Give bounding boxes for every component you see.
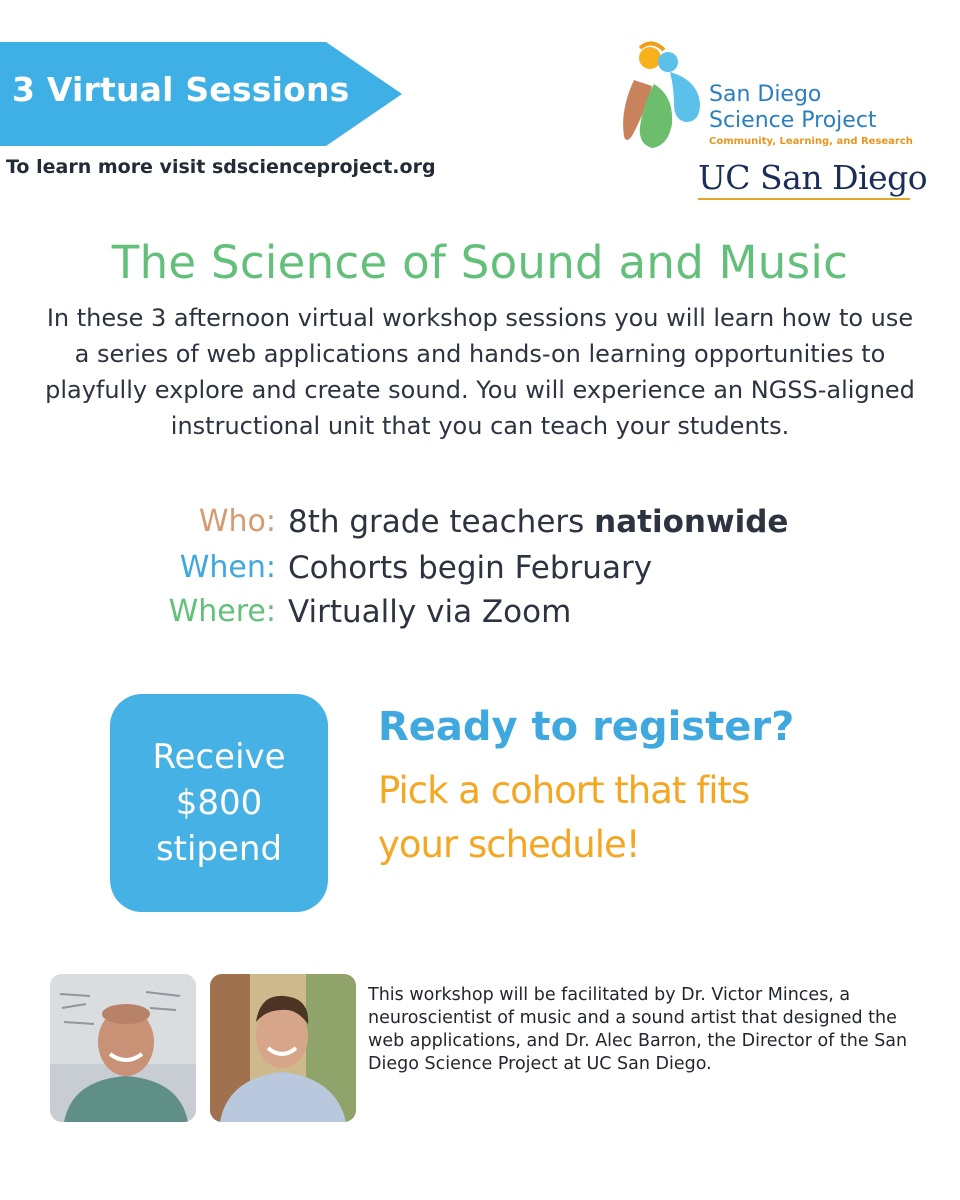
- learn-more-text: To learn more visit sdscienceproject.org: [6, 156, 436, 178]
- when-value: Cohorts begin February: [288, 550, 653, 586]
- logo-name-line1: San Diego: [709, 82, 822, 107]
- who-value: [288, 504, 788, 540]
- ucsd-wordmark: UC San Diego: [698, 158, 910, 200]
- page-title: The Science of Sound and Music: [111, 236, 849, 289]
- when-row: [0, 550, 960, 594]
- sdsp-logo: [612, 40, 928, 210]
- ready-heading: Ready to register?: [378, 704, 795, 750]
- description: In these 3 afternoon virtual workshop sessions you will learn how to use a series of web applications and hands-on learning opportunities to playfully explore and create sound. You will experience an NGSS-aligned instructional unit that you can teach your students.: [45, 304, 915, 440]
- stipend-line3: stipend: [155, 829, 283, 869]
- logo-name: [709, 82, 877, 134]
- who-row: [0, 504, 960, 548]
- pick-line1: Pick a cohort that fits: [378, 769, 750, 812]
- sdsp-logo-icon: [612, 40, 712, 155]
- when-label: When:: [179, 550, 276, 585]
- stipend-text: [152, 734, 285, 872]
- logo-tagline: Community, Learning, and Research: [709, 136, 913, 147]
- where-label: Where:: [168, 594, 276, 629]
- logo-name-line2: Science Project: [709, 108, 877, 133]
- stipend-line1: Receive: [152, 737, 286, 777]
- where-row: [0, 594, 960, 638]
- pick-line2: your schedule!: [378, 823, 640, 866]
- sessions-banner-label: 3 Virtual Sessions: [12, 70, 350, 109]
- stipend-card: [110, 694, 328, 912]
- who-value-text: 8th grade teachers: [288, 504, 585, 540]
- facilitator-photo-barron: [210, 974, 356, 1122]
- who-value-bold: nationwide: [594, 504, 789, 540]
- pick-cohort-text: [378, 764, 818, 872]
- facilitator-photo-minces: [50, 974, 196, 1122]
- who-label: Who:: [198, 504, 276, 539]
- facilitator-bio: This workshop will be facilitated by Dr. Victor Minces, a neuroscientist of music and a sound artist that designed the web applications, and Dr. Alec Barron, the Director of the San Diego Science Project at UC San Diego.: [368, 985, 908, 1074]
- stipend-line2: $800: [175, 783, 263, 823]
- where-value: Virtually via Zoom: [288, 594, 572, 630]
